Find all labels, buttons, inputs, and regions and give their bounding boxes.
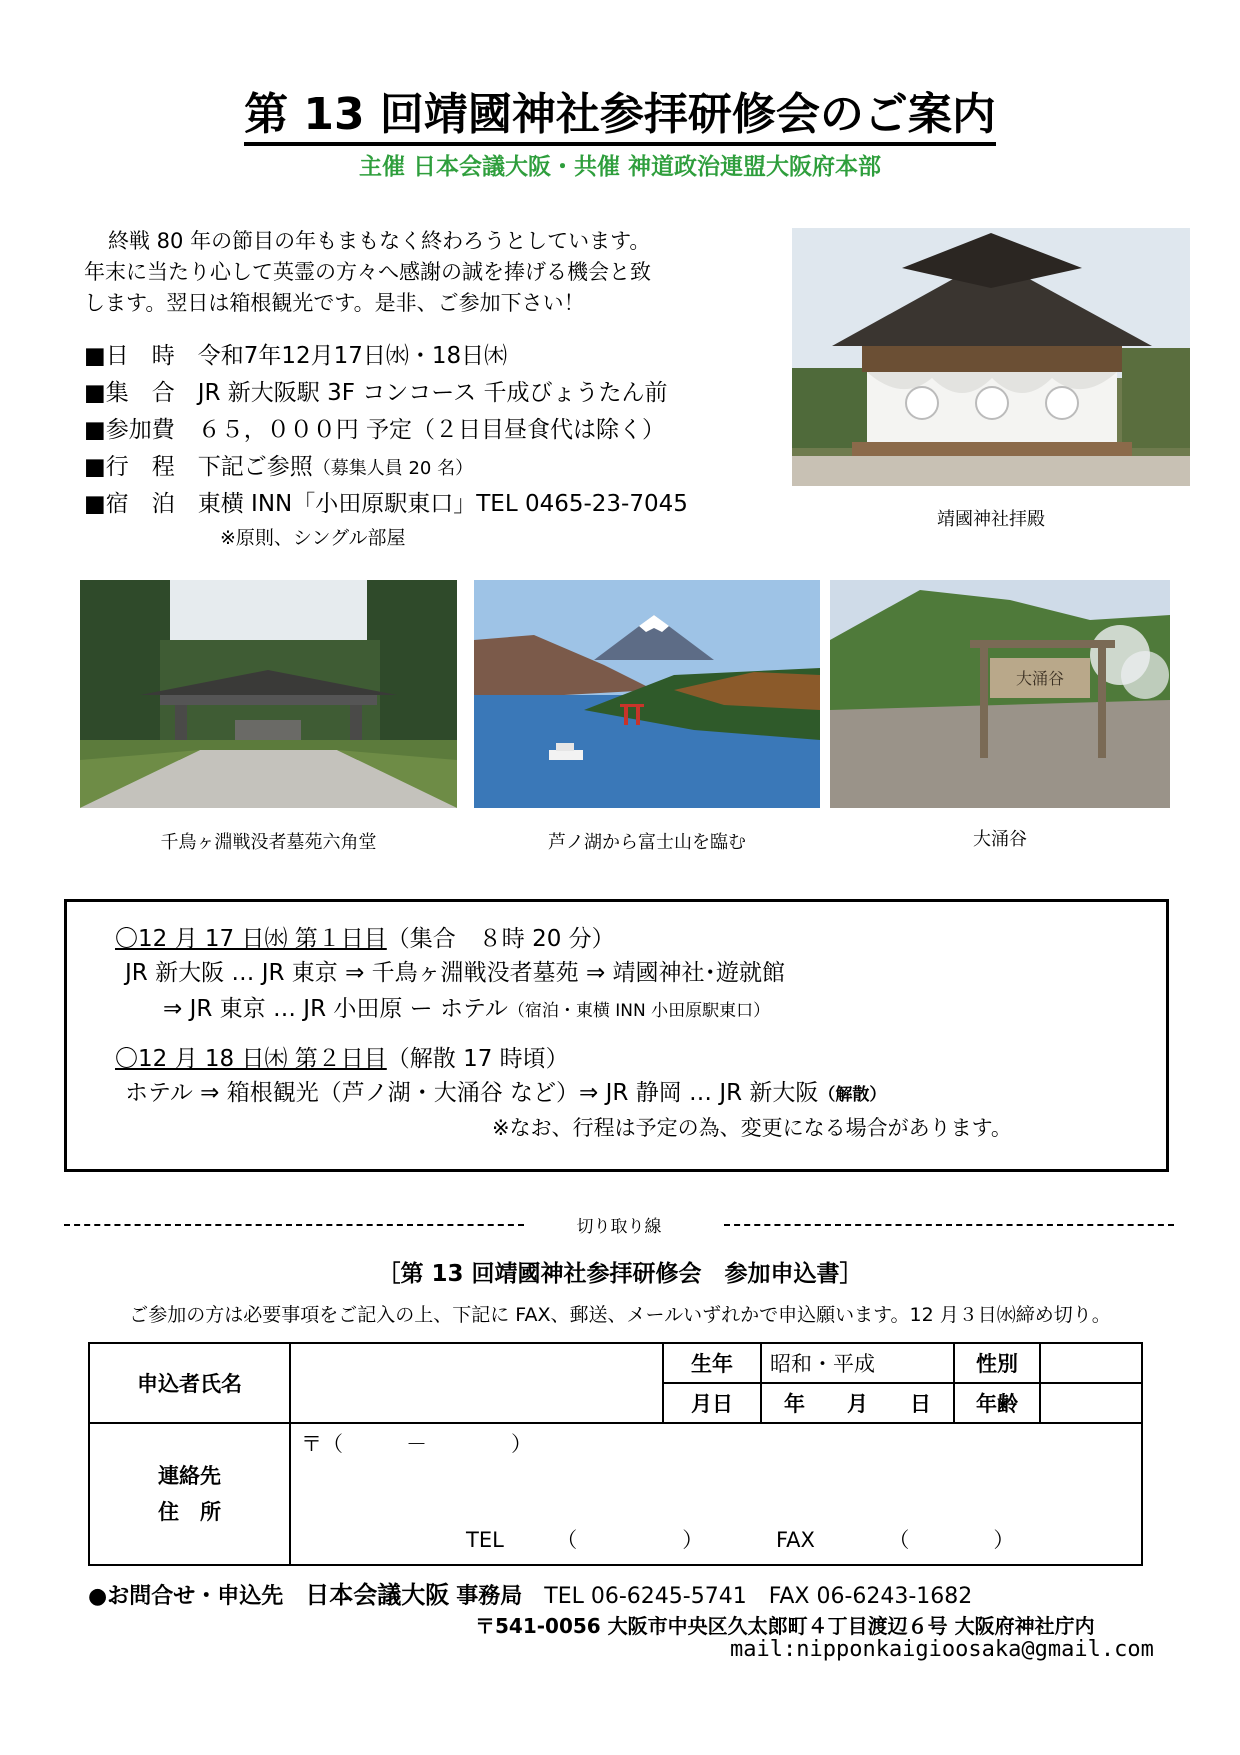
owakudani-caption: 大涌谷 <box>973 829 1027 850</box>
birth-label-1: 生年 <box>663 1343 761 1383</box>
contact-address: 〒541-0056 大阪市中央区久太郎町４丁目渡辺６号 大阪府神社庁内 <box>475 1614 1095 1638</box>
info-itinerary: ■行 程 下記ご参照（募集人員 20 名） <box>84 454 474 480</box>
contact-line: ●お問合せ・申込先 日本会議大阪 事務局 TEL 06-6245-5741 FAX 06-6243-1682 <box>88 1581 973 1609</box>
tel-field[interactable]: TEL （ ） <box>466 1528 704 1552</box>
info-fee: ■参加費 ６５，０００円 予定（２日目昼食代は除く） <box>84 417 666 443</box>
info-date: ■日 時 令和7年12月17日㈬・18日㈭ <box>84 343 508 369</box>
gender-label: 性別 <box>954 1343 1040 1383</box>
intro-line-1: 終戦 80 年の節目の年もまもなく終わろうとしています。 <box>108 229 651 253</box>
lake-ashi-fuji-photo <box>474 580 820 808</box>
cut-line <box>64 1210 1174 1240</box>
lake-ashi-caption: 芦ノ湖から富士山を臨む <box>548 832 746 853</box>
gender-field[interactable] <box>1040 1343 1142 1383</box>
contact-address-label: 連絡先 住 所 <box>89 1423 290 1565</box>
contact-email[interactable]: mail:nipponkaigioosaka@gmail.com <box>730 1637 1154 1662</box>
day1-route-1: JR 新大阪 … JR 東京 ⇒ 千鳥ヶ淵戦没者墓苑 ⇒ 靖國神社･遊就館 <box>125 960 786 986</box>
address-field[interactable] <box>290 1423 1142 1565</box>
yasukuni-caption: 靖國神社拝殿 <box>937 509 1045 530</box>
chidorigafuchi-caption: 千鳥ヶ淵戦没者墓苑六角堂 <box>160 832 377 853</box>
info-accommodation: ■宿 泊 東横 INN「小田原駅東口」TEL 0465-23-7045 <box>84 491 688 517</box>
schedule-notice: ※なお、行程は予定の為、変更になる場合があります。 <box>492 1116 1012 1140</box>
owakudani-sign-text: 大涌谷 <box>1015 669 1065 688</box>
contact-tel: TEL 06-6245-5741 <box>544 1584 747 1609</box>
day1-route-2: ⇒ JR 東京 … JR 小田原 ー ホテル（宿泊・東横 INN 小田原駅東口） <box>163 996 771 1022</box>
info-accommodation-note: ※原則、シングル部屋 <box>220 527 406 549</box>
name-field[interactable] <box>290 1343 663 1423</box>
form-title: ［第 13 回靖國神社参拝研修会 参加申込書］ <box>377 1261 863 1287</box>
info-meeting-point: ■集 合 JR 新大阪駅 3F コンコース 千成びょうたん前 <box>84 380 668 406</box>
yasukuni-shrine-photo <box>792 228 1190 486</box>
birth-date-field[interactable]: 年 月 日 <box>761 1383 954 1423</box>
cut-line-left-dash <box>64 1224 524 1226</box>
chidorigafuchi-photo <box>80 580 457 808</box>
owakudani-photo <box>830 580 1170 808</box>
day1-heading-line: 〇12 月 17 日㈬ 第１日目（集合 ８時 20 分） <box>115 926 615 952</box>
age-field[interactable] <box>1040 1383 1142 1423</box>
birth-era[interactable]: 昭和・平成 <box>761 1343 954 1383</box>
organizer-line: 主催 日本会議大阪・共催 神道政治連盟大阪府本部 <box>358 154 881 180</box>
contact-fax: FAX 06-6243-1682 <box>768 1584 973 1609</box>
day2-heading-line: 〇12 月 18 日㈭ 第２日目（解散 17 時頃） <box>115 1046 569 1072</box>
intro-text <box>84 226 764 319</box>
form-instructions: ご参加の方は必要事項をご記入の上、下記に FAX、郵送、メールいずれかで申込願います。12 月３日㈬締め切り。 <box>129 1304 1111 1326</box>
cut-line-right-dash <box>724 1224 1174 1226</box>
page-title: 第 13 回靖國神社参拝研修会のご案内 <box>0 78 1240 142</box>
intro-line-2: 年末に当たり心して英霊の方々へ感謝の誠を捧げる機会と致 <box>84 260 651 284</box>
age-label: 年齢 <box>954 1383 1040 1423</box>
birth-label-2: 月日 <box>663 1383 761 1423</box>
intro-line-3: します。翌日は箱根観光です。是非、ご参加下さい！ <box>84 291 585 315</box>
fax-field[interactable]: FAX （ ） <box>776 1528 1015 1552</box>
application-form <box>88 1342 1143 1566</box>
postal-code-field[interactable]: 〒（ － ） <box>301 1432 532 1456</box>
schedule-box <box>64 899 1169 1172</box>
name-label: 申込者氏名 <box>89 1343 290 1423</box>
event-info-list <box>84 338 784 553</box>
day2-route: ホテル ⇒ 箱根観光（芦ノ湖・大涌谷 など）⇒ JR 静岡 … JR 新大阪（解散） <box>125 1080 887 1106</box>
cut-line-label: 切り取り線 <box>576 1217 662 1237</box>
